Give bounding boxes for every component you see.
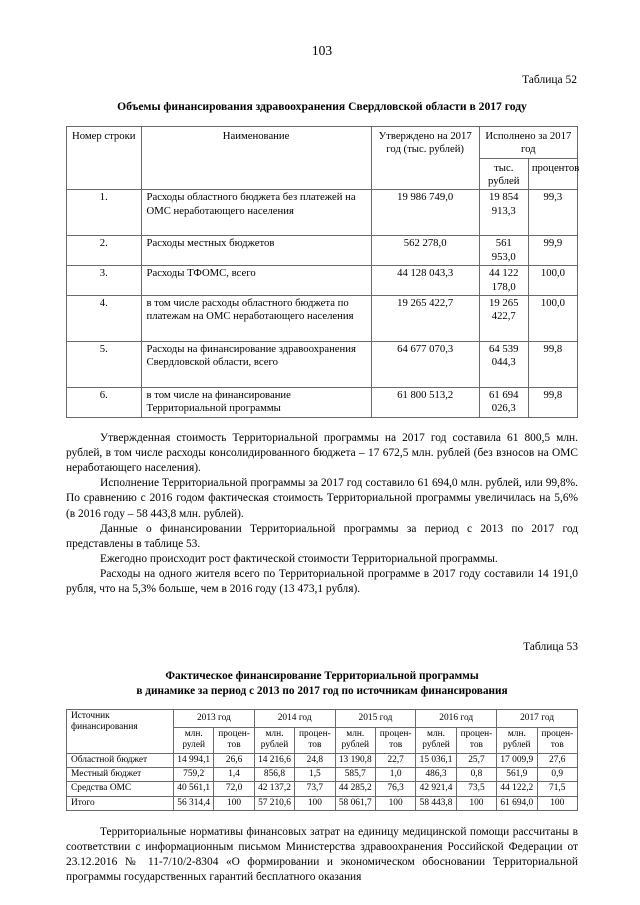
cell-value: 76,3 (375, 782, 415, 796)
table-52-title: Объемы финансирования здравоохранения Свердловской области в 2017 году (117, 100, 527, 114)
cell-value: 100 (375, 796, 415, 810)
cell-source: Средства ОМС (67, 782, 174, 796)
cell-approved: 19 265 422,7 (371, 295, 479, 341)
table-row (67, 796, 578, 810)
table-row (67, 190, 578, 236)
cell-value: 1,4 (214, 768, 254, 782)
cell-value: 585,7 (335, 768, 375, 782)
cell-executed: 61 694 026,3 (479, 387, 528, 417)
cell-row-number: 3. (67, 266, 142, 296)
cell-value: 13 190,8 (335, 753, 375, 767)
cell-value: 0,8 (456, 768, 496, 782)
cell-value: 72,0 (214, 782, 254, 796)
cell-name: в том числе расходы областного бюджета по платежам на ОМС неработающего населения (141, 295, 371, 341)
table-row (67, 768, 578, 782)
cell-value: 40 561,1 (174, 782, 214, 796)
cell-value: 100 (295, 796, 335, 810)
cell-value: 27,6 (537, 753, 577, 767)
cell-percent: 99,3 (528, 190, 577, 236)
cell-value: 1,0 (375, 768, 415, 782)
cell-percent: 99,8 (528, 387, 577, 417)
header-year-2015: 2015 год (335, 709, 416, 727)
cell-percent: 100,0 (528, 295, 577, 341)
header-mln-2015: млн. рублей (335, 727, 375, 753)
paragraph-1: Утвержденная стоимость Территориальной программы на 2017 год составила 61 800,5 млн. рублей, в том числе расходы консолидированного бюджета – 17 672,5 млн. рублей (без взносов на ОМС неработающего населения). (66, 431, 578, 475)
table-row (67, 341, 578, 387)
cell-executed: 19 854 913,3 (479, 190, 528, 236)
cell-value: 25,7 (456, 753, 496, 767)
table-53 (66, 709, 578, 811)
table-52 (66, 126, 578, 418)
header-percent: процентов (528, 158, 577, 190)
table-row (67, 753, 578, 767)
cell-value: 1,5 (295, 768, 335, 782)
cell-source: Местный бюджет (67, 768, 174, 782)
cell-value: 61 694,0 (497, 796, 537, 810)
cell-value: 24,8 (295, 753, 335, 767)
cell-value: 856,8 (254, 768, 294, 782)
cell-value: 486,3 (416, 768, 456, 782)
cell-value: 58 443,8 (416, 796, 456, 810)
cell-source: Областной бюджет (67, 753, 174, 767)
header-row-number: Номер строки (67, 126, 142, 190)
table-row (67, 387, 578, 417)
cell-row-number: 5. (67, 341, 142, 387)
header-mln-2017: млн. рублей (497, 727, 537, 753)
cell-value: 100 (456, 796, 496, 810)
cell-executed: 44 122 178,0 (479, 266, 528, 296)
cell-value: 44 122,2 (497, 782, 537, 796)
cell-value: 57 210,6 (254, 796, 294, 810)
table-row (67, 782, 578, 796)
header-year-2016: 2016 год (416, 709, 497, 727)
header-executed-group: Исполнено за 2017 год (479, 126, 577, 158)
table-row (67, 295, 578, 341)
header-pct-2016: процен- тов (456, 727, 496, 753)
cell-row-number: 4. (67, 295, 142, 341)
cell-percent: 100,0 (528, 266, 577, 296)
cell-value: 100 (537, 796, 577, 810)
header-pct-2013: процен- тов (214, 727, 254, 753)
table-53-title-line-1: Фактическое финансирование Территориальной программы (165, 670, 479, 683)
header-year-2013: 2013 год (174, 709, 255, 727)
cell-source: Итого (67, 796, 174, 810)
cell-value: 73,5 (456, 782, 496, 796)
cell-name: в том числе на финансирование Территориальной программы (141, 387, 371, 417)
cell-value: 561,9 (497, 768, 537, 782)
cell-value: 56 314,4 (174, 796, 214, 810)
cell-approved: 19 986 749,0 (371, 190, 479, 236)
cell-name: Расходы местных бюджетов (141, 236, 371, 266)
cell-executed: 561 953,0 (479, 236, 528, 266)
paragraph-4: Ежегодно происходит рост фактической стоимости Территориальной программы. (100, 552, 498, 565)
cell-value: 14 216,6 (254, 753, 294, 767)
cell-value: 71,5 (537, 782, 577, 796)
cell-value: 42 921,4 (416, 782, 456, 796)
cell-executed: 64 539 044,3 (479, 341, 528, 387)
cell-name: Расходы ТФОМС, всего (141, 266, 371, 296)
cell-row-number: 1. (67, 190, 142, 236)
header-mln-2013: млн. рулей (174, 727, 214, 753)
header-pct-2017: процен- тов (537, 727, 577, 753)
cell-approved: 61 800 513,2 (371, 387, 479, 417)
table-row (67, 236, 578, 266)
cell-value: 26,6 (214, 753, 254, 767)
cell-row-number: 6. (67, 387, 142, 417)
cell-value: 22,7 (375, 753, 415, 767)
cell-percent: 99,8 (528, 341, 577, 387)
cell-row-number: 2. (67, 236, 142, 266)
table-52-caption: Таблица 52 (522, 73, 577, 86)
cell-value: 15 036,1 (416, 753, 456, 767)
cell-value: 759,2 (174, 768, 214, 782)
cell-value: 44 285,2 (335, 782, 375, 796)
header-name: Наименование (141, 126, 371, 190)
cell-value: 42 137,2 (254, 782, 294, 796)
header-year-2017: 2017 год (497, 709, 578, 727)
table-53-header-row-1 (67, 709, 578, 727)
cell-value: 0,9 (537, 768, 577, 782)
header-approved: Утверждено на 2017 год (тыс. рублей) (371, 126, 479, 190)
table-row (67, 266, 578, 296)
cell-value: 100 (214, 796, 254, 810)
paragraph-6: Территориальные нормативы финансовых затрат на единицу медицинской помощи рассчитаны в соответствии с информационным письмом Министерства здравоохранения Российской Федерации от 23.12.2016 № 11-7/10/2-8304 «О формировании и экономическом обосновании Территориальной программы государственных гарантий бесплатного оказания (66, 825, 578, 884)
cell-value: 73,7 (295, 782, 335, 796)
header-source: Источник финансирования (67, 709, 174, 753)
header-mln-2014: млн. рублей (254, 727, 294, 753)
cell-percent: 99,9 (528, 236, 577, 266)
cell-approved: 562 278,0 (371, 236, 479, 266)
header-year-2014: 2014 год (254, 709, 335, 727)
cell-name: Расходы на финансирование здравоохранения Свердловской области, всего (141, 341, 371, 387)
header-thousand-rubles: тыс. рублей (479, 158, 528, 190)
table-53-caption: Таблица 53 (523, 641, 578, 654)
table-52-header-row-1 (67, 126, 578, 158)
cell-value: 17 009,9 (497, 753, 537, 767)
cell-approved: 44 128 043,3 (371, 266, 479, 296)
table-53-title (66, 669, 578, 698)
paragraph-3: Данные о финансировании Территориальной программы за период с 2013 по 2017 год представлены в таблице 53. (66, 522, 578, 550)
cell-value: 58 061,7 (335, 796, 375, 810)
paragraph-5: Расходы на одного жителя всего по Территориальной программе в 2017 году составили 14 191,0 рубля, что на 5,3% больше, чем в 2016 году (13 473,1 рубля). (66, 568, 578, 596)
cell-value: 14 994,1 (174, 753, 214, 767)
page-number: 103 (311, 43, 333, 58)
table-53-title-line-2: в динамике за период с 2013 по 2017 год по источникам финансирования (136, 685, 508, 698)
header-mln-2016: млн. рублей (416, 727, 456, 753)
cell-approved: 64 677 070,3 (371, 341, 479, 387)
cell-executed: 19 265 422,7 (479, 295, 528, 341)
header-pct-2014: процен- тов (295, 727, 335, 753)
cell-name: Расходы областного бюджета без платежей на ОМС неработающего населения (141, 190, 371, 236)
header-pct-2015: процен- тов (375, 727, 415, 753)
paragraph-2: Исполнение Территориальной программы за 2017 год составило 61 694,0 млн. рублей, или 99,8%. По сравнению с 2016 годом фактическая стоимость Территориальной программы увеличилась на 5,6% (в 2016 году – 58 443,8 млн. рублей). (66, 477, 578, 520)
